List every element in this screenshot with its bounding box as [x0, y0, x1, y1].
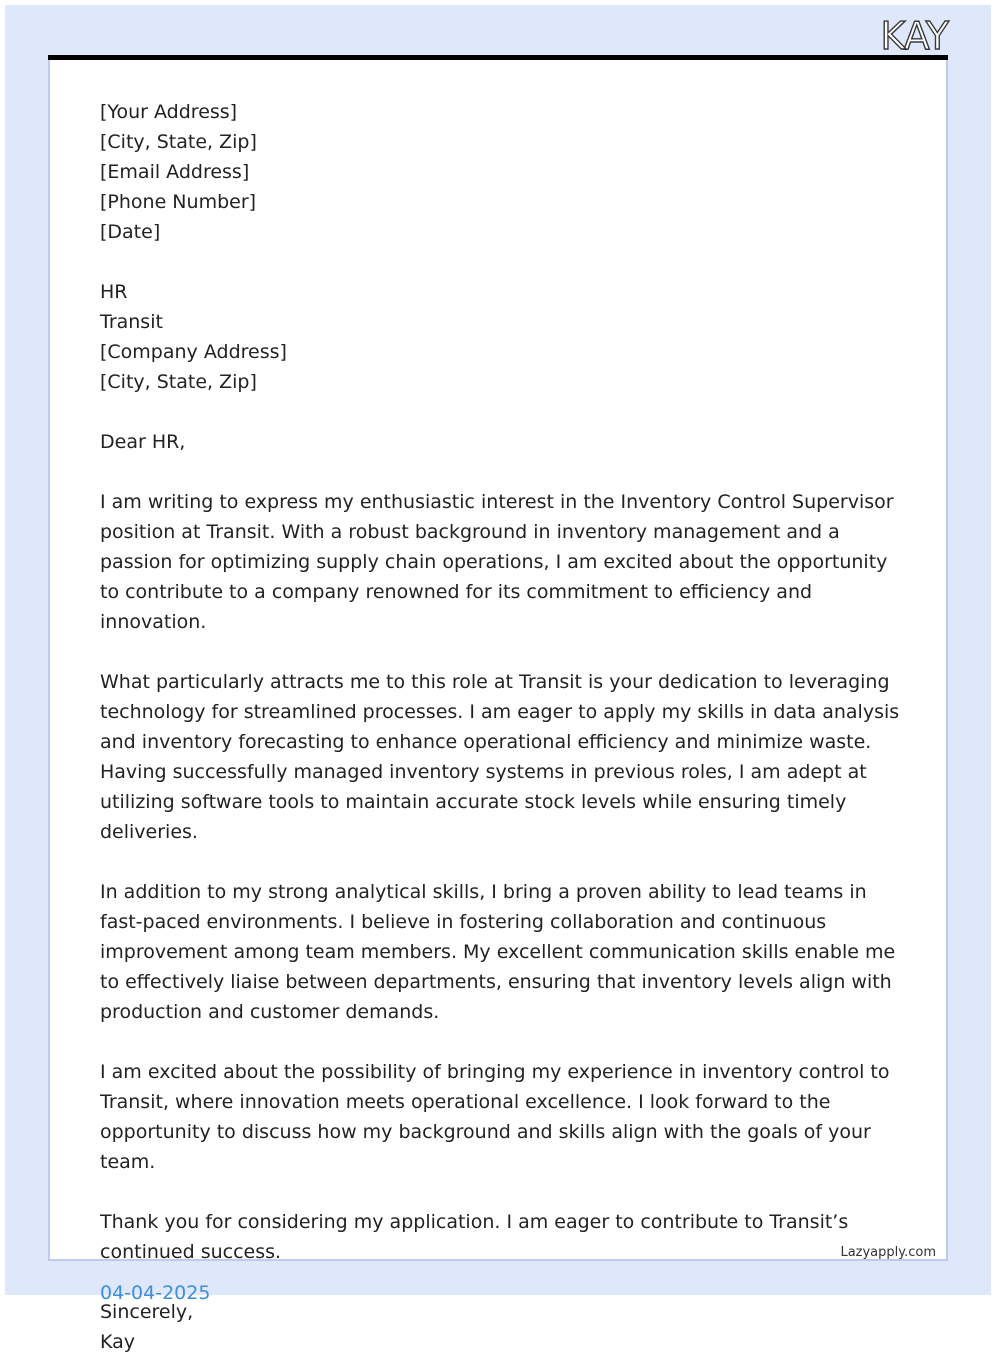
- recipient-city: [City, State, Zip]: [100, 371, 257, 393]
- body-paragraph-4: I am excited about the possibility of bringing my experience in inventory control to Transit, where innovation meets operational excellence. I look forward to the opportunity to discuss how my background and skills align with the goals of your team.: [100, 1061, 890, 1173]
- sender-date: [Date]: [100, 221, 161, 243]
- recipient-name: HR: [100, 281, 128, 303]
- body-paragraph-2: What particularly attracts me to this role at Transit is your dedication to leveraging technology for streamlined processes. I am eager to apply my skills in data analysis and inventory forecasting to enhance operational efficiency and minimize waste. Having successfully managed inventory systems in previous roles, I am adept at utilizing software tools to maintain accurate stock levels while ensuring timely deliveries.: [100, 671, 900, 843]
- brand-watermark: Lazyapply.com: [840, 1245, 936, 1260]
- logo-initials: KAY: [880, 14, 948, 58]
- body-paragraph-5: Thank you for considering my application. I am eager to contribute to Transit’s continued success.: [100, 1211, 849, 1263]
- footer-date: 04-04-2025: [100, 1282, 211, 1304]
- body-paragraph-1: I am writing to express my enthusiastic interest in the Inventory Control Supervisor position at Transit. With a robust background in inventory management and a passion for optimizing supply chain operations, I am excited about the opportunity to contribute to a company renowned for its commitment to efficiency and innovation.: [100, 491, 894, 633]
- body-paragraph-3: In addition to my strong analytical skills, I bring a proven ability to lead teams in fast-paced environments. I believe in fostering collaboration and continuous improvement among team members. My excellent communication skills enable me to effectively liaise between departments, ensuring that inventory levels align with production and customer demands.: [100, 881, 896, 1023]
- recipient-company: Transit: [100, 311, 163, 333]
- closing: Sincerely,: [100, 1301, 194, 1323]
- recipient-address: [Company Address]: [100, 341, 287, 363]
- signature: Kay: [100, 1331, 136, 1353]
- sender-address: [Your Address]: [100, 101, 238, 123]
- sender-block: [100, 97, 900, 247]
- sender-phone: [Phone Number]: [100, 191, 257, 213]
- sender-city: [City, State, Zip]: [100, 131, 257, 153]
- header-rule: [48, 55, 948, 60]
- recipient-block: [100, 277, 900, 397]
- cover-letter: [100, 97, 900, 1357]
- salutation: Dear HR,: [100, 431, 186, 453]
- sender-email: [Email Address]: [100, 161, 250, 183]
